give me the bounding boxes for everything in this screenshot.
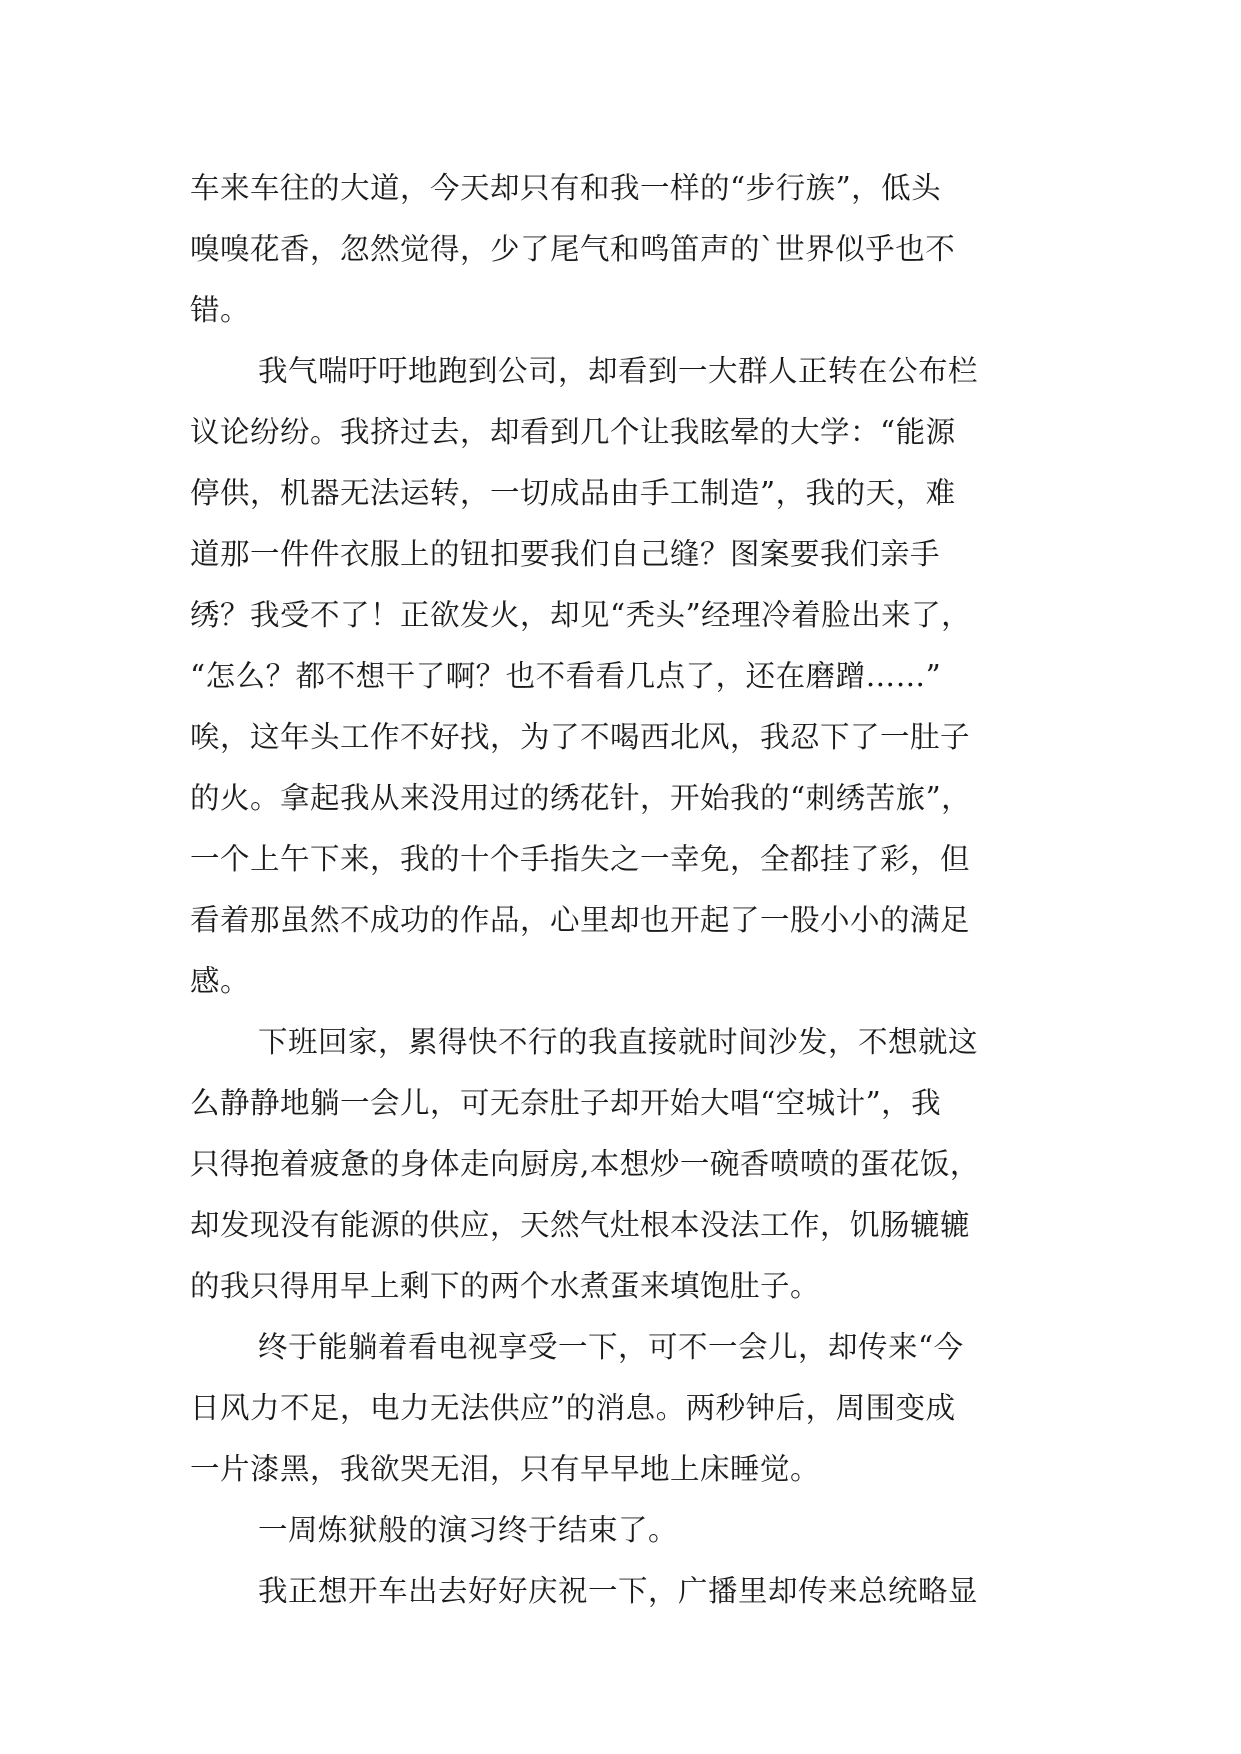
paragraph-first-line: 我正想开车出去好好庆祝一下，广播里却传来总统略显 (258, 1574, 979, 1608)
text-line: 一个上午下来，我的十个手指失之一幸免，全都挂了彩，但 (190, 842, 971, 876)
text-line: 错。 (190, 293, 251, 327)
document-body (190, 158, 1050, 1622)
paragraph-first-line: 下班回家，累得快不行的我直接就时间沙发，不想就这 (258, 1025, 979, 1059)
text-line: 嗅嗅花香，忽然觉得，少了尾气和鸣笛声的`世界似乎也不 (190, 232, 956, 266)
text-line: 看着那虽然不成功的作品，心里却也开起了一股小小的满足 (190, 903, 971, 937)
text-line: 么静静地躺一会儿，可无奈肚子却开始大唱“空城计”，我 (190, 1086, 942, 1120)
text-line: 议论纷纷。我挤过去，却看到几个让我眩晕的大学：“能源 (190, 415, 956, 449)
paragraph-first-line: 我气喘吁吁地跑到公司，却看到一大群人正转在公布栏 (258, 354, 979, 388)
text-line: 车来车往的大道，今天却只有和我一样的“步行族”，低头 (190, 171, 942, 205)
text-line: 道那一件件衣服上的钮扣要我们自己缝？图案要我们亲手 (190, 537, 941, 571)
text-line: 只得抱着疲惫的身体走向厨房,本想炒一碗香喷喷的蛋花饭， (190, 1147, 980, 1181)
paragraph-first-line: 一周炼狱般的演习终于结束了。 (258, 1513, 679, 1547)
text-line: 一片漆黑，我欲哭无泪，只有早早地上床睡觉。 (190, 1452, 821, 1486)
text-line: 的火。拿起我从来没用过的绣花针，开始我的“刺绣苦旅”， (190, 781, 972, 815)
paragraph-first-line: 终于能躺着看电视享受一下，可不一会儿，却传来“今 (258, 1330, 964, 1364)
text-line: 感。 (190, 964, 251, 998)
text-line: 却发现没有能源的供应，天然气灶根本没法工作，饥肠辘辘 (190, 1208, 971, 1242)
text-line: 绣？我受不了！正欲发火，却见“秃头”经理冷着脸出来了， (190, 598, 972, 632)
text-line: 停供，机器无法运转，一切成品由手工制造”，我的天，难 (190, 476, 956, 510)
text-line: 唉，这年头工作不好找，为了不喝西北风，我忍下了一肚子 (190, 720, 971, 754)
text-line: 日风力不足，电力无法供应”的消息。两秒钟后，周围变成 (190, 1391, 956, 1425)
text-line: “怎么？都不想干了啊？也不看看几点了，还在磨蹭……” (190, 659, 942, 693)
text-line: 的我只得用早上剩下的两个水煮蛋来填饱肚子。 (190, 1269, 821, 1303)
